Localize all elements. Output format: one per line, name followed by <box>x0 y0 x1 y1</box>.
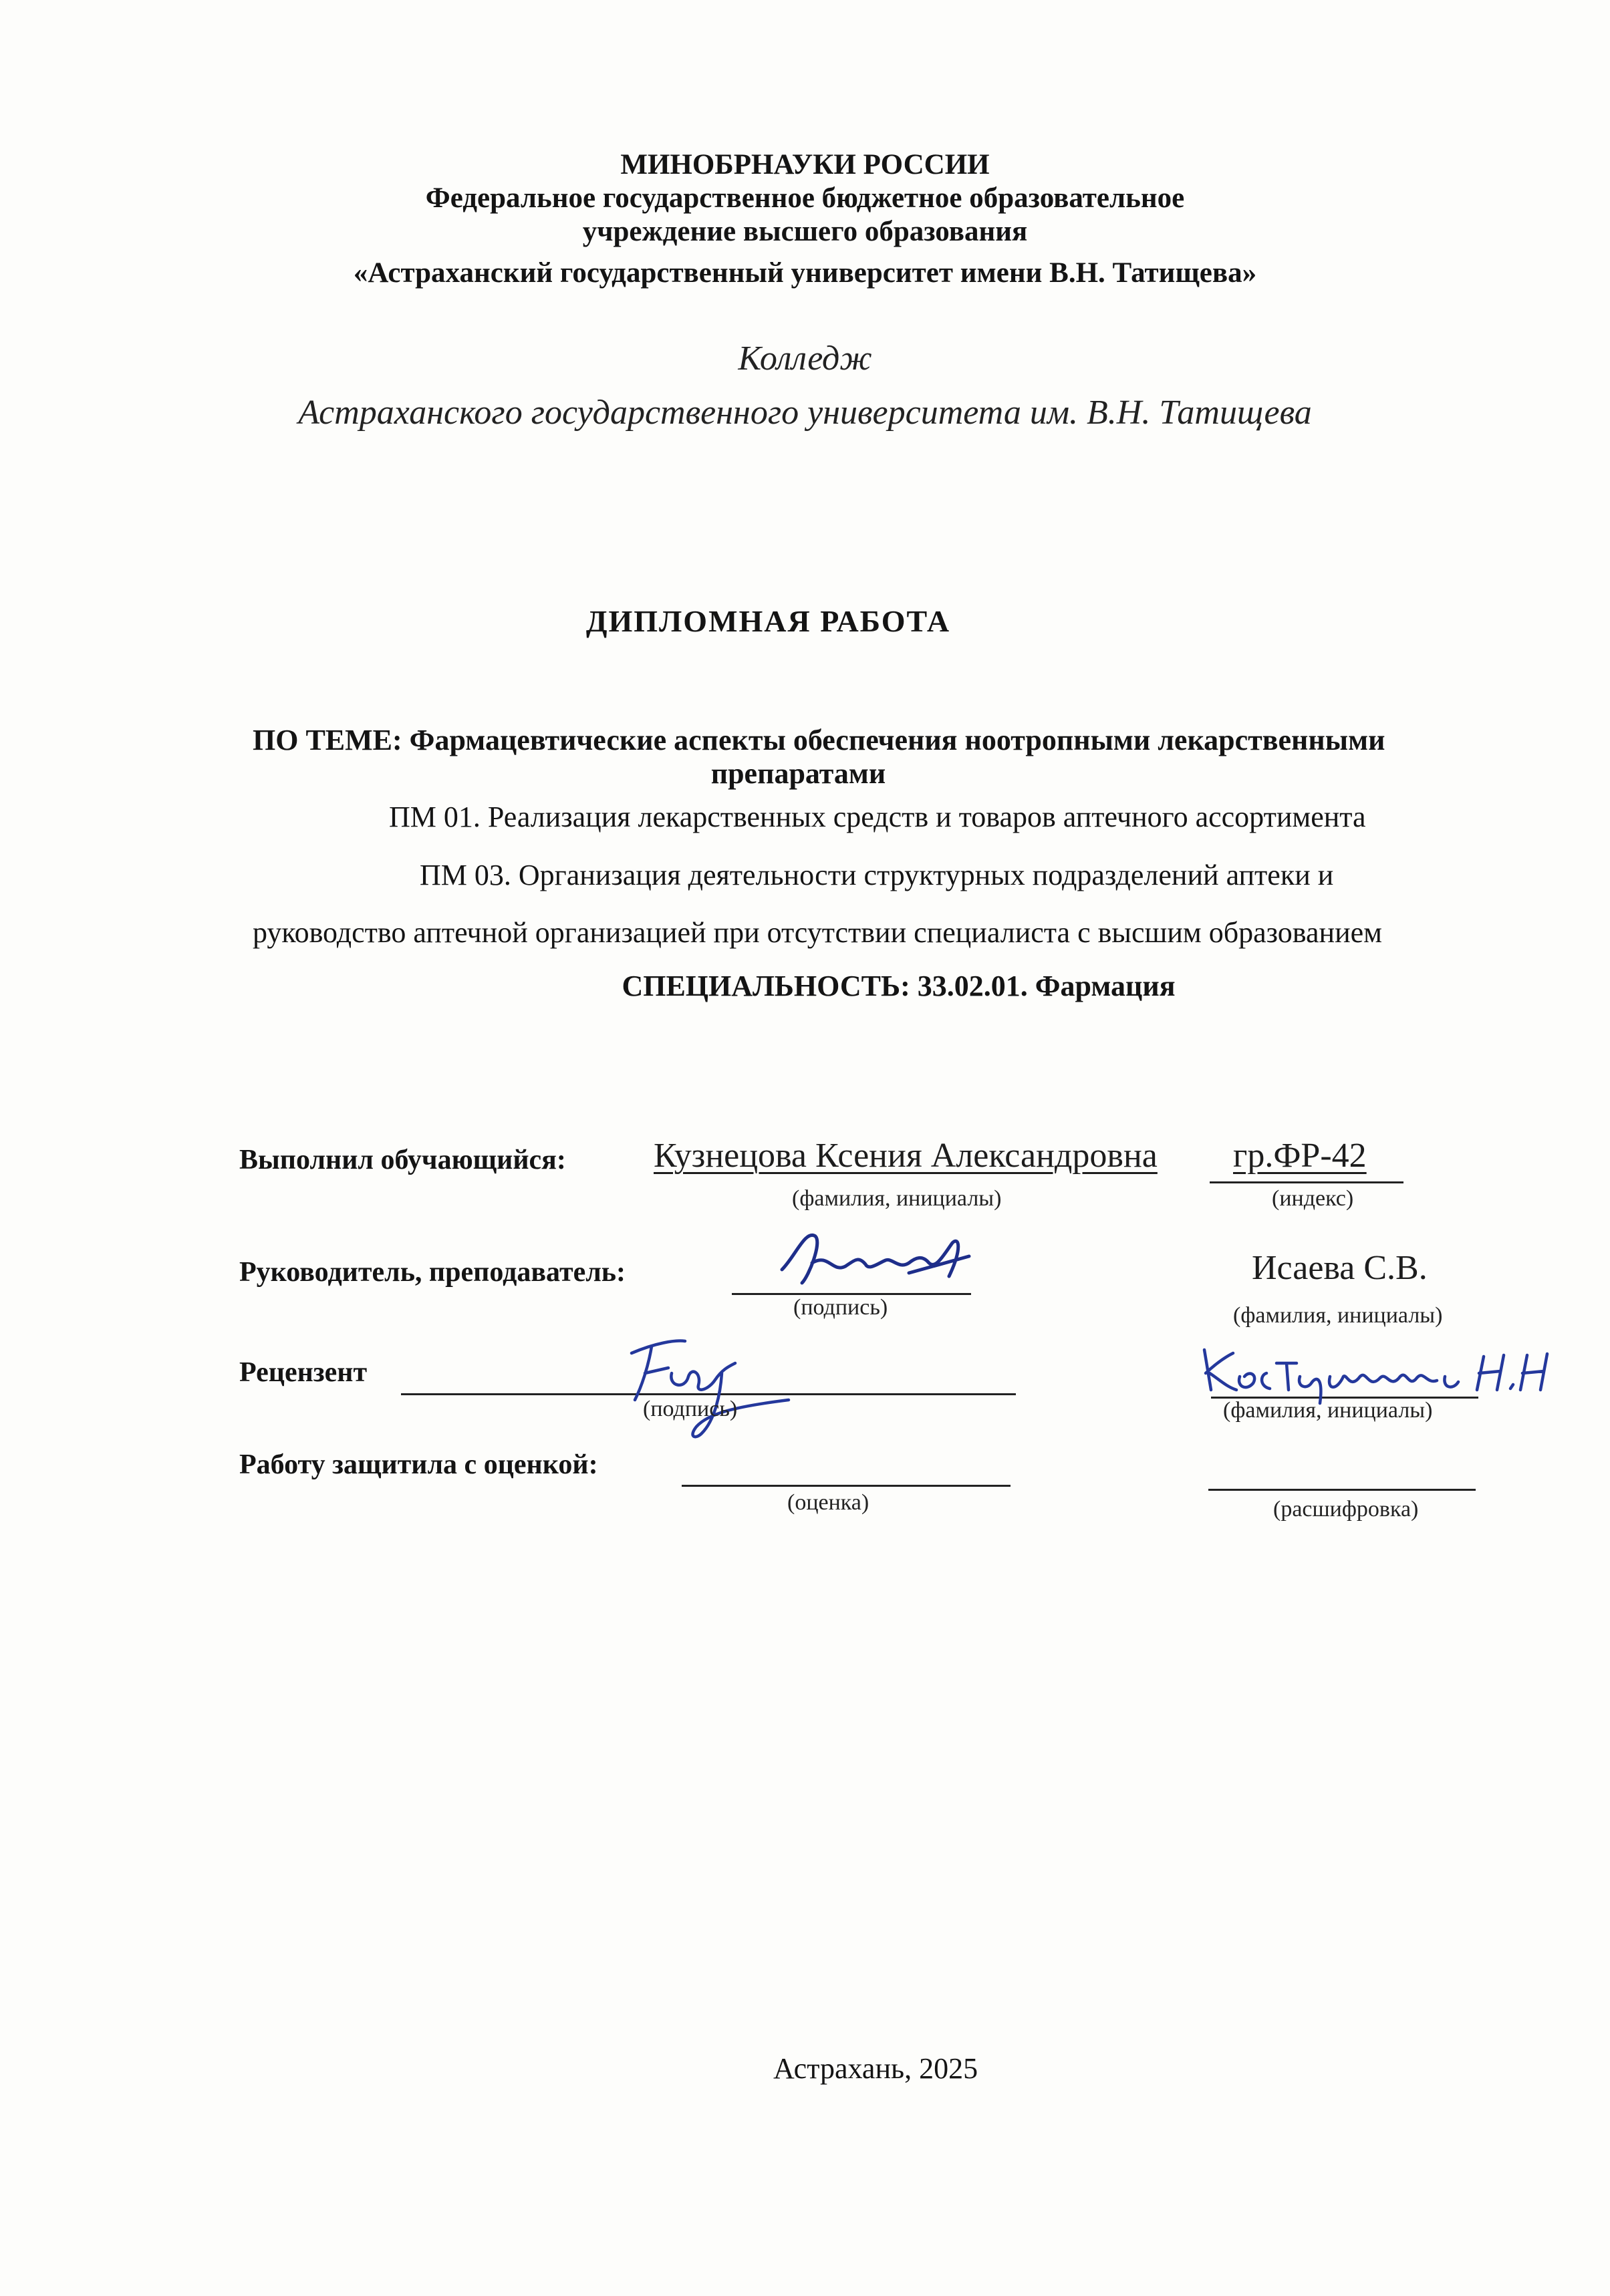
pm03-line-1: ПМ 03. Организация деятельности структурных подразделений аптеки и <box>420 859 1334 891</box>
student-name: Кузнецова Ксения Александровна <box>654 1137 1158 1175</box>
ministry-name: МИНОБРНАУКИ РОССИИ <box>620 149 990 180</box>
student-name-hint: (фамилия, инициалы) <box>792 1186 1002 1211</box>
supervisor-signature <box>769 1216 989 1303</box>
grade-decode-hint: (расшифровка) <box>1273 1497 1419 1522</box>
grade-line <box>682 1485 1011 1487</box>
student-group-hint: (индекс) <box>1272 1186 1354 1211</box>
grade-decode-line <box>1208 1489 1476 1491</box>
org-line-2: учреждение высшего образования <box>582 216 1028 247</box>
specialty-line: СПЕЦИАЛЬНОСТЬ: 33.02.01. Фармация <box>622 970 1176 1002</box>
reviewer-label: Рецензент <box>239 1357 368 1388</box>
reviewer-name-hint: (фамилия, инициалы) <box>1223 1398 1433 1423</box>
university-name: «Астраханский государственный университет имени В.Н. Татищева» <box>353 257 1257 289</box>
reviewer-signature <box>622 1326 802 1447</box>
grade-label: Работу защитила с оценкой: <box>239 1449 598 1480</box>
topic-line-1: ПО ТЕМЕ: Фармацевтические аспекты обеспечения ноотропными лекарственными <box>253 724 1385 756</box>
supervisor-name-hint: (фамилия, инициалы) <box>1233 1303 1443 1328</box>
grade-hint: (оценка) <box>787 1490 869 1515</box>
org-line-1: Федеральное государственное бюджетное образовательное <box>425 182 1185 214</box>
student-group: гр.ФР-42 <box>1233 1137 1367 1175</box>
city-year: Астрахань, 2025 <box>773 2052 978 2085</box>
supervisor-label: Руководитель, преподаватель: <box>239 1257 626 1288</box>
pm01-line: ПМ 01. Реализация лекарственных средств и товаров аптечного ассортимента <box>389 801 1366 833</box>
topic-line-2: препаратами <box>710 757 886 790</box>
student-label: Выполнил обучающийся: <box>239 1145 566 1175</box>
reviewer-sign-hint: (подпись) <box>643 1397 738 1421</box>
supervisor-name: Исаева С.В. <box>1252 1249 1428 1287</box>
pm03-line-2: руководство аптечной организацией при отсутствии специалиста с высшим образованием <box>253 916 1382 949</box>
document-title: ДИПЛОМНАЯ РАБОТА <box>585 604 951 638</box>
student-underline-gap <box>1210 1181 1403 1183</box>
college-line-2: Астраханского государственного университета им. В.Н. Татищева <box>298 394 1312 432</box>
college-line-1: Колледж <box>738 339 872 378</box>
supervisor-sign-hint: (подпись) <box>793 1295 888 1320</box>
